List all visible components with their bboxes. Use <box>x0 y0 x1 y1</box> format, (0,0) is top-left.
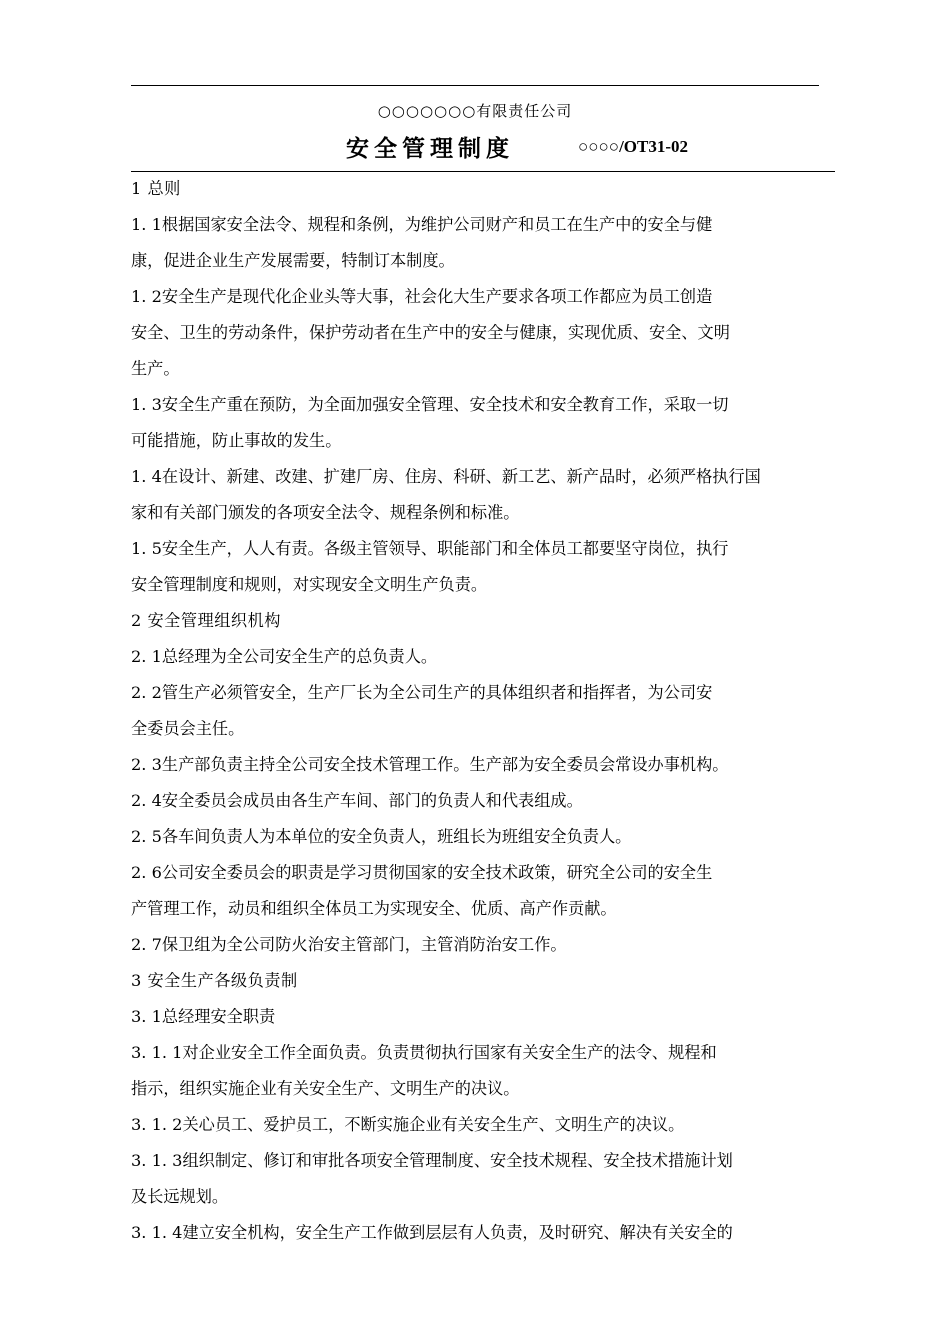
body-line: 2. 2管生产必须管安全，生产厂长为全公司生产的具体组织者和指挥者，为公司安 <box>131 683 713 702</box>
body-line: 及长远规划。 <box>131 1187 229 1206</box>
document-title: 安全管理制度 <box>346 136 514 162</box>
body-line: 家和有关部门颁发的各项安全法令、规程条例和标准。 <box>131 503 520 522</box>
body-line: 康，促进企业生产发展需要，特制订本制度。 <box>131 251 455 270</box>
document-code: ○○○○/OT31-02 <box>578 137 689 156</box>
body-line: 1. 2安全生产是现代化企业头等大事，社会化大生产要求各项工作都应为员工创造 <box>131 287 713 306</box>
body-line: 2. 4安全委员会成员由各生产车间、部门的负责人和代表组成。 <box>131 791 583 810</box>
body-line: 1. 5安全生产，人人有责。各级主管领导、职能部门和全体员工都要坚守岗位，执行 <box>131 539 729 558</box>
section-heading: 3 安全生产各级负责制 <box>131 971 298 990</box>
body-line: 2. 7保卫组为全公司防火治安主管部门，主管消防治安工作。 <box>131 935 567 954</box>
body-line: 3. 1. 1对企业安全工作全面负责。负责贯彻执行国家有关安全生产的法令、规程和 <box>131 1043 717 1062</box>
document-body <box>131 171 831 1251</box>
body-line: 安全管理制度和规则，对实现安全文明生产负责。 <box>131 575 488 594</box>
body-line: 2. 6公司安全委员会的职责是学习贯彻国家的安全技术政策，研究全公司的安全生 <box>131 863 713 882</box>
body-line: 产管理工作，动员和组织全体员工为实现安全、优质、高产作贡献。 <box>131 899 617 918</box>
body-line: 1. 1根据国家安全法令、规程和条例，为维护公司财产和员工在生产中的安全与健 <box>131 215 713 234</box>
body-line: 3. 1. 3组织制定、修订和审批各项安全管理制度、安全技术规程、安全技术措施计划 <box>131 1151 733 1170</box>
section-heading: 2 安全管理组织机构 <box>131 611 281 630</box>
body-line: 生产。 <box>131 359 180 378</box>
section-heading: 1 总则 <box>131 179 181 198</box>
header-top-rule <box>131 85 819 86</box>
company-name: ○○○○○○○有限责任公司 <box>377 102 573 120</box>
body-line: 2. 3生产部负责主持全公司安全技术管理工作。生产部为安全委员会常设办事机构。 <box>131 755 729 774</box>
body-line: 可能措施，防止事故的发生。 <box>131 431 342 450</box>
body-line: 3. 1. 2关心员工、爱护员工，不断实施企业有关安全生产、文明生产的决议。 <box>131 1115 685 1134</box>
body-line: 1. 3安全生产重在预防，为全面加强安全管理、安全技术和安全教育工作，采取一切 <box>131 395 729 414</box>
body-line: 3. 1. 4建立安全机构，安全生产工作做到层层有人负责，及时研究、解决有关安全的 <box>131 1223 733 1242</box>
body-line: 全委员会主任。 <box>131 719 245 738</box>
body-line: 3. 1总经理安全职责 <box>131 1007 276 1026</box>
body-line: 2. 1总经理为全公司安全生产的总负责人。 <box>131 647 438 666</box>
body-line: 指示，组织实施企业有关安全生产、文明生产的决议。 <box>131 1079 520 1098</box>
body-line: 安全、卫生的劳动条件，保护劳动者在生产中的安全与健康，实现优质、安全、文明 <box>131 323 730 342</box>
body-line: 1. 4在设计、新建、改建、扩建厂房、住房、科研、新工艺、新产品时，必须严格执行国 <box>131 467 761 486</box>
body-line: 2. 5各车间负责人为本单位的安全负责人，班组长为班组安全负责人。 <box>131 827 632 846</box>
